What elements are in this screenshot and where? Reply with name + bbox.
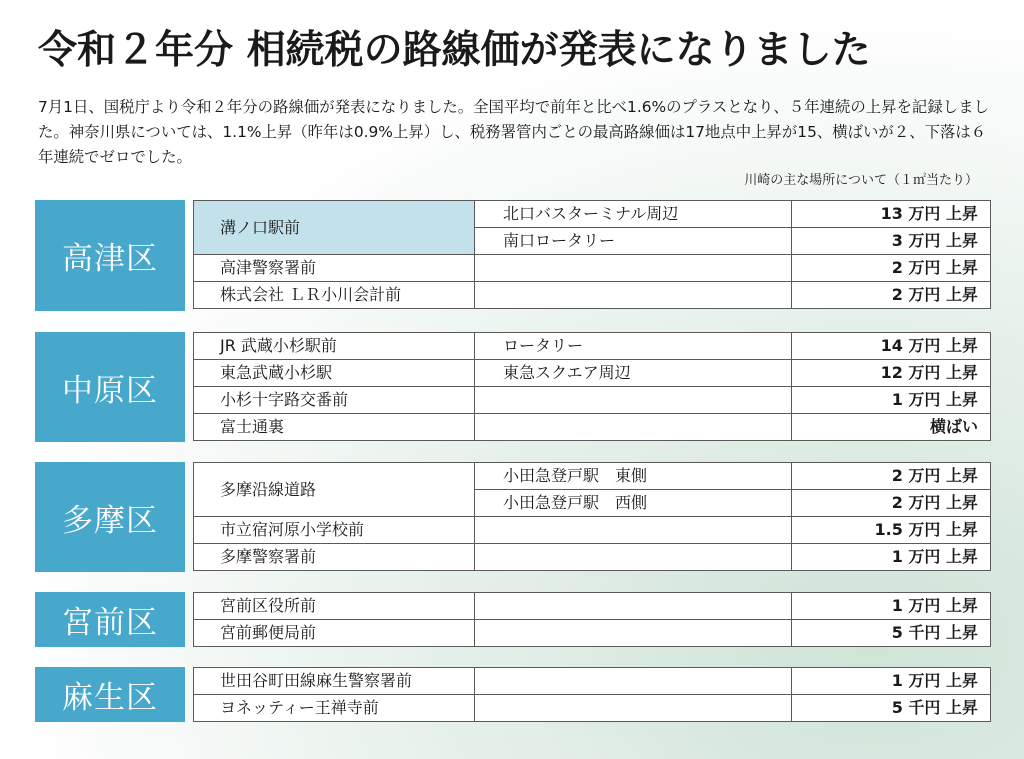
page-title: 令和２年分 相続税の路線価が発表になりました bbox=[38, 27, 871, 73]
price-change-cell: 1 万円 上昇 bbox=[792, 387, 991, 414]
price-change-cell: 2 万円 上昇 bbox=[792, 282, 991, 309]
table-row bbox=[194, 201, 991, 228]
ward-table-asao bbox=[193, 667, 991, 722]
detail-cell bbox=[475, 517, 792, 544]
location-cell: 宮前区役所前 bbox=[194, 593, 475, 620]
table-row bbox=[194, 387, 991, 414]
ward-table-takatsu bbox=[193, 200, 991, 309]
detail-cell bbox=[475, 695, 792, 722]
location-cell: 東急武蔵小杉駅 bbox=[194, 360, 475, 387]
price-change-cell: 横ばい bbox=[792, 414, 991, 441]
detail-cell bbox=[475, 255, 792, 282]
detail-cell bbox=[475, 593, 792, 620]
price-change-cell: 5 千円 上昇 bbox=[792, 620, 991, 647]
table-row bbox=[194, 593, 991, 620]
detail-cell: ロータリー bbox=[475, 333, 792, 360]
location-cell: JR 武蔵小杉駅前 bbox=[194, 333, 475, 360]
price-change-cell: 3 万円 上昇 bbox=[792, 228, 991, 255]
price-change-cell: 5 千円 上昇 bbox=[792, 695, 991, 722]
location-cell: 富士通裏 bbox=[194, 414, 475, 441]
location-cell: 株式会社 ＬＲ小川会計前 bbox=[194, 282, 475, 309]
ward-label-tama: 多摩区 bbox=[35, 462, 185, 572]
detail-cell: 北口バスターミナル周辺 bbox=[475, 201, 792, 228]
detail-cell bbox=[475, 414, 792, 441]
location-cell: 世田谷町田線麻生警察署前 bbox=[194, 668, 475, 695]
table-row bbox=[194, 360, 991, 387]
price-change-cell: 14 万円 上昇 bbox=[792, 333, 991, 360]
price-change-cell: 12 万円 上昇 bbox=[792, 360, 991, 387]
price-change-cell: 2 万円 上昇 bbox=[792, 463, 991, 490]
price-change-cell: 2 万円 上昇 bbox=[792, 255, 991, 282]
location-cell: 多摩沿線道路 bbox=[194, 463, 475, 517]
ward-label-takatsu: 高津区 bbox=[35, 200, 185, 311]
detail-cell bbox=[475, 668, 792, 695]
location-cell: 多摩警察署前 bbox=[194, 544, 475, 571]
location-cell: ヨネッティー王禅寺前 bbox=[194, 695, 475, 722]
table-row bbox=[194, 695, 991, 722]
table-row bbox=[194, 544, 991, 571]
ward-label-nakahara: 中原区 bbox=[35, 332, 185, 442]
table-row bbox=[194, 414, 991, 441]
location-cell: 市立宿河原小学校前 bbox=[194, 517, 475, 544]
location-cell: 高津警察署前 bbox=[194, 255, 475, 282]
ward-label-asao: 麻生区 bbox=[35, 667, 185, 722]
table-row bbox=[194, 282, 991, 309]
detail-cell: 小田急登戸駅 東側 bbox=[475, 463, 792, 490]
table-row bbox=[194, 517, 991, 544]
ward-table-tama bbox=[193, 462, 991, 571]
unit-note: 川崎の主な場所について（１㎡当たり） bbox=[744, 173, 978, 188]
table-row bbox=[194, 333, 991, 360]
detail-cell bbox=[475, 282, 792, 309]
location-cell: 溝ノ口駅前 bbox=[194, 201, 475, 255]
detail-cell: 小田急登戸駅 西側 bbox=[475, 490, 792, 517]
intro-paragraph: 7月1日、国税庁より令和２年分の路線価が発表になりました。全国平均で前年と比べ1.6%のプラスとなり、５年連続の上昇を記録しました。神奈川県については、1.1%上昇（昨年は0.9%上昇）し、税務署管内ごとの最高路線価は17地点中上昇が15、横ばいが２、下落は６年連続でゼロでした。 bbox=[38, 98, 989, 166]
detail-cell: 東急スクエア周辺 bbox=[475, 360, 792, 387]
price-change-cell: 1 万円 上昇 bbox=[792, 668, 991, 695]
table-row bbox=[194, 463, 991, 490]
detail-cell bbox=[475, 544, 792, 571]
detail-cell bbox=[475, 387, 792, 414]
location-cell: 小杉十字路交番前 bbox=[194, 387, 475, 414]
price-change-cell: 1 万円 上昇 bbox=[792, 544, 991, 571]
table-row bbox=[194, 668, 991, 695]
table-row bbox=[194, 255, 991, 282]
ward-label-miyamae: 宮前区 bbox=[35, 592, 185, 647]
price-change-cell: 1 万円 上昇 bbox=[792, 593, 991, 620]
price-change-cell: 2 万円 上昇 bbox=[792, 490, 991, 517]
location-cell: 宮前郵便局前 bbox=[194, 620, 475, 647]
price-change-cell: 1.5 万円 上昇 bbox=[792, 517, 991, 544]
ward-table-miyamae bbox=[193, 592, 991, 647]
ward-table-nakahara bbox=[193, 332, 991, 441]
detail-cell: 南口ロータリー bbox=[475, 228, 792, 255]
price-change-cell: 13 万円 上昇 bbox=[792, 201, 991, 228]
table-row bbox=[194, 620, 991, 647]
detail-cell bbox=[475, 620, 792, 647]
